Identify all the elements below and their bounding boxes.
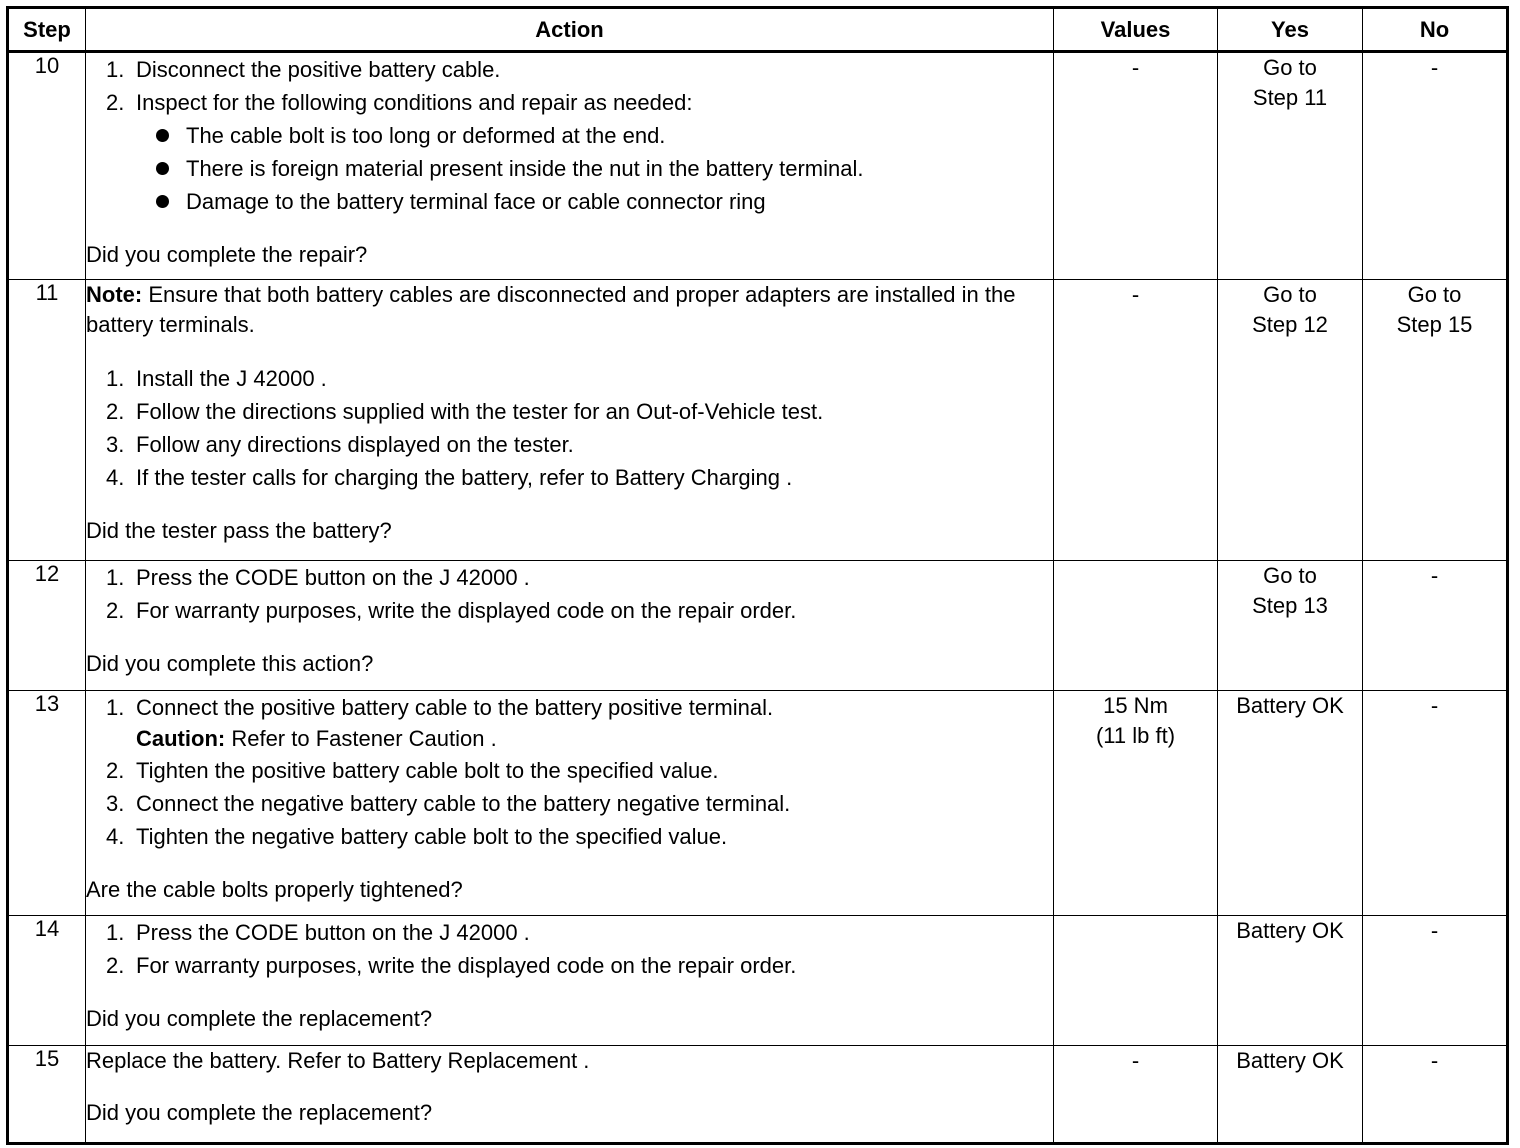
step-number: 10 <box>8 52 86 280</box>
list-item: 2. Tighten the positive battery cable bolt to the specified value. <box>106 758 719 783</box>
bullet-item: The cable bolt is too long or deformed at the end. <box>136 119 1053 152</box>
question-text: Did you complete the replacement? <box>86 1006 433 1031</box>
condition-list <box>136 119 1053 218</box>
yes-cell: Go to Step 11 <box>1218 52 1363 280</box>
action-list <box>86 53 1053 218</box>
list-item: 3. Connect the negative battery cable to the battery negative terminal. <box>106 791 791 816</box>
question-text: Did you complete the repair? <box>86 242 368 267</box>
yes-cell: Battery OK <box>1218 1046 1363 1144</box>
list-item: 3. Follow any directions displayed on the tester. <box>106 432 574 457</box>
list-item: 4. Tighten the negative battery cable bolt to the specified value. <box>106 824 728 849</box>
question-text: Are the cable bolts properly tightened? <box>86 877 463 902</box>
step-number: 15 <box>8 1046 86 1144</box>
question-text: Did you complete the replacement? <box>86 1100 433 1125</box>
list-number: 1. <box>106 57 125 82</box>
no-cell: - <box>1363 561 1508 691</box>
table-row-step-15 <box>8 1046 1508 1144</box>
step-number: 12 <box>8 561 86 691</box>
action-text: Replace the battery. Refer to Battery Replacement . <box>86 1048 590 1073</box>
table-row-step-11 <box>8 280 1508 561</box>
action-cell <box>86 916 1054 1046</box>
table-row-step-14 <box>8 916 1508 1046</box>
list-item: 1. Connect the positive battery cable to the battery positive terminal. Caution: Refer to Fastener Caution . <box>96 691 1053 754</box>
yes-cell: Go to Step 12 <box>1218 280 1363 561</box>
question-text: Did the tester pass the battery? <box>86 518 392 543</box>
action-list <box>86 916 1053 982</box>
list-item: 2. For warranty purposes, write the displayed code on the repair order. <box>106 953 797 978</box>
header-step: Step <box>8 8 86 52</box>
action-cell <box>86 561 1054 691</box>
action-cell <box>86 1046 1054 1144</box>
yes-cell: Go to Step 13 <box>1218 561 1363 691</box>
caution-text: Caution: Refer to Fastener Caution . <box>136 726 497 751</box>
action-cell <box>86 280 1054 561</box>
no-cell: - <box>1363 1046 1508 1144</box>
values-cell: - <box>1054 280 1218 561</box>
values-cell: 15 Nm (11 lb ft) <box>1054 691 1218 916</box>
no-cell: - <box>1363 916 1508 1046</box>
note-label: Note: <box>86 282 143 307</box>
list-item: 2. For warranty purposes, write the displayed code on the repair order. <box>106 598 797 623</box>
step-number: 11 <box>8 280 86 561</box>
step-number: 13 <box>8 691 86 916</box>
values-cell <box>1054 561 1218 691</box>
action-cell <box>86 691 1054 916</box>
list-item: 4. If the tester calls for charging the battery, refer to Battery Charging . <box>106 465 793 490</box>
table-row-step-10 <box>8 52 1508 280</box>
values-cell <box>1054 916 1218 1046</box>
header-no: No <box>1363 8 1508 52</box>
list-item: 1. Disconnect the positive battery cable. <box>96 53 1053 86</box>
bullet-icon <box>156 162 169 175</box>
list-item: 2. Inspect for the following conditions and repair as needed: The cable bolt is too long or deformed at the end. There is foreign material present inside the nut in the battery terminal. Damage to the battery terminal face or cable connector ring <box>96 86 1053 218</box>
values-cell: - <box>1054 1046 1218 1144</box>
list-item: 1. Press the CODE button on the J 42000 . <box>106 920 530 945</box>
list-item: 1. Install the J 42000 . <box>106 366 327 391</box>
bullet-item: Damage to the battery terminal face or cable connector ring <box>136 185 1053 218</box>
list-item: 2. Follow the directions supplied with the tester for an Out-of-Vehicle test. <box>106 399 824 424</box>
list-number: 2. <box>106 90 125 115</box>
yes-cell: Battery OK <box>1218 916 1363 1046</box>
bullet-icon <box>156 195 169 208</box>
question-text: Did you complete this action? <box>86 651 374 676</box>
no-cell: - <box>1363 52 1508 280</box>
no-cell: Go to Step 15 <box>1363 280 1508 561</box>
action-list <box>86 691 1053 853</box>
values-cell: - <box>1054 52 1218 280</box>
bullet-item: There is foreign material present inside the nut in the battery terminal. <box>136 152 1053 185</box>
caution-label: Caution: <box>136 726 226 751</box>
yes-cell: Battery OK <box>1218 691 1363 916</box>
list-item: 1. Press the CODE button on the J 42000 . <box>106 565 530 590</box>
table-row-step-12 <box>8 561 1508 691</box>
header-yes: Yes <box>1218 8 1363 52</box>
header-values: Values <box>1054 8 1218 52</box>
action-list <box>86 362 1053 494</box>
note-text: Note: Ensure that both battery cables are disconnected and proper adapters are installed in the battery terminals. <box>86 282 1016 337</box>
diagnostic-procedure-document <box>6 6 1509 1145</box>
action-list <box>86 561 1053 627</box>
no-cell: - <box>1363 691 1508 916</box>
header-action: Action <box>86 8 1054 52</box>
action-cell <box>86 52 1054 280</box>
step-number: 14 <box>8 916 86 1046</box>
table-row-step-13 <box>8 691 1508 916</box>
bullet-icon <box>156 129 169 142</box>
table-header-row <box>8 8 1508 52</box>
diagnostic-table <box>6 6 1509 1145</box>
